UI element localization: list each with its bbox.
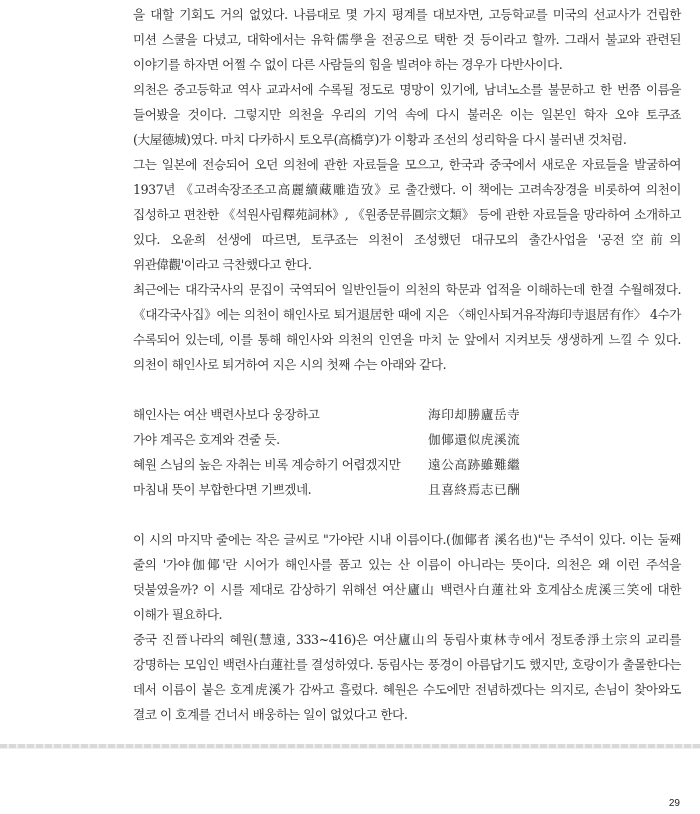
poem-korean-line: 가야 계곡은 호계와 견줄 듯. — [133, 432, 280, 447]
poem-hanja-line: 伽倻還似虎溪流 — [428, 432, 521, 447]
paragraph: 최근에는 대각국사의 문집이 국역되어 일반인들이 의천의 학문과 업적을 이해하는데 한결 수월해졌다. 《대각국사집》에는 의천이 해인사로 퇴거退居한 때에 지은 〈해인사퇴거유작海印寺退居有作〉 4수가 수록되어 있는데, 이를 통해 해인사와 의천의 인연을 마치 눈 앞에서 지켜보듯 생생하게 느낄 수 있다. 의천이 해인사로 퇴거하여 지은 시의 첫째 수는 아래와 같다. — [133, 282, 681, 372]
poem-line — [133, 402, 681, 427]
poem-korean-line: 마침내 뜻이 부합한다면 기쁘겠네. — [133, 482, 312, 497]
poem-hanja-line: 遠公高跡雖難繼 — [428, 457, 521, 472]
paragraph: 그는 일본에 전승되어 오던 의천에 관한 자료들을 모으고, 한국과 중국에서 새로운 자료들을 발굴하여 1937년 《고려속장조조고高麗續藏雕造攷》로 출간했다. 이 책에는 고려속장경을 비롯하여 의천이 집성하고 편찬한 《석원사림釋苑詞林》, 《원종문류圓宗文類》 등에 관한 자료들을 망라하여 소개하고 있다. 오윤희 선생에 따르면, 토쿠죠는 의천이 조성했던 대규모의 출간사업을 '공전空前의 위관偉觀'이라고 극찬했다고 한다. — [133, 157, 681, 272]
poem-hanja-line: 且喜終焉志已酬 — [428, 482, 521, 497]
paragraph: 중국 진晉나라의 혜원(慧遠, 333~416)은 여산廬山의 동림사東林寺에서 정토종淨土宗의 교리를 강명하는 모임인 백련사白蓮社를 결성하였다. 동림사는 풍경이 아름답기도 했지만, 호랑이가 출몰한다는 데서 이름이 붙은 호계虎溪가 감싸고 흘렀다. 혜원은 수도에만 전념하겠다는 의지로, 손님이 찾아와도 결코 이 호계를 건너서 배웅하는 일이 없었다고 한다. — [133, 632, 681, 722]
poem-line — [133, 477, 681, 502]
poem-line — [133, 452, 681, 477]
poem-korean-line: 혜원 스님의 높은 자취는 비록 계승하기 어렵겠지만 — [133, 457, 401, 472]
page-number: 29 — [668, 798, 680, 809]
paragraph: 의천은 중고등학교 역사 교과서에 수록될 정도로 명망이 있기에, 남녀노소를 불문하고 한 번쯤 이름을 들어봤을 것이다. 그렇지만 의천을 우리의 기억 속에 다시 불러온 이는 일본인 학자 오야 토쿠죠(大屋德城)였다. 마치 다카하시 토오루(高橋亨)가 이황과 조선의 성리학을 다시 불러낸 것처럼. — [133, 82, 681, 147]
paragraph: 이 시의 마지막 줄에는 작은 글씨로 "가야란 시내 이름이다.(伽倻者 溪名也)"는 주석이 있다. 이는 둘째 줄의 '가야伽倻'란 시어가 해인사를 품고 있는 산 이름이 아니라는 뜻이다. 의천은 왜 이런 주석을 덧붙였을까? 이 시를 제대로 감상하기 위해선 여산廬山 백련사白蓮社와 호계삼소虎溪三笑에 대한 이해가 필요하다. — [133, 532, 681, 622]
body-text — [133, 2, 681, 727]
footer-divider-shadow — [0, 748, 700, 749]
spacer — [133, 502, 681, 527]
poem — [133, 402, 681, 502]
spacer — [133, 377, 681, 402]
poem-korean-line: 해인사는 여산 백련사보다 웅장하고 — [133, 407, 320, 422]
poem-line — [133, 427, 681, 452]
poem-hanja-line: 海印却勝廬岳寺 — [428, 407, 521, 422]
paragraph: 을 대할 기회도 거의 없었다. 나름대로 몇 가지 평계를 대보자면, 고등학교를 미국의 선교사가 건립한 미션 스쿨을 다녔고, 대학에서는 유학儒學을 전공으로 택한 것 등이라고 할까. 그래서 불교와 관련된 이야기를 하자면 어쩔 수 없이 다른 사람들의 힘을 빌려야 하는 경우가 다반사이다. — [133, 7, 681, 72]
